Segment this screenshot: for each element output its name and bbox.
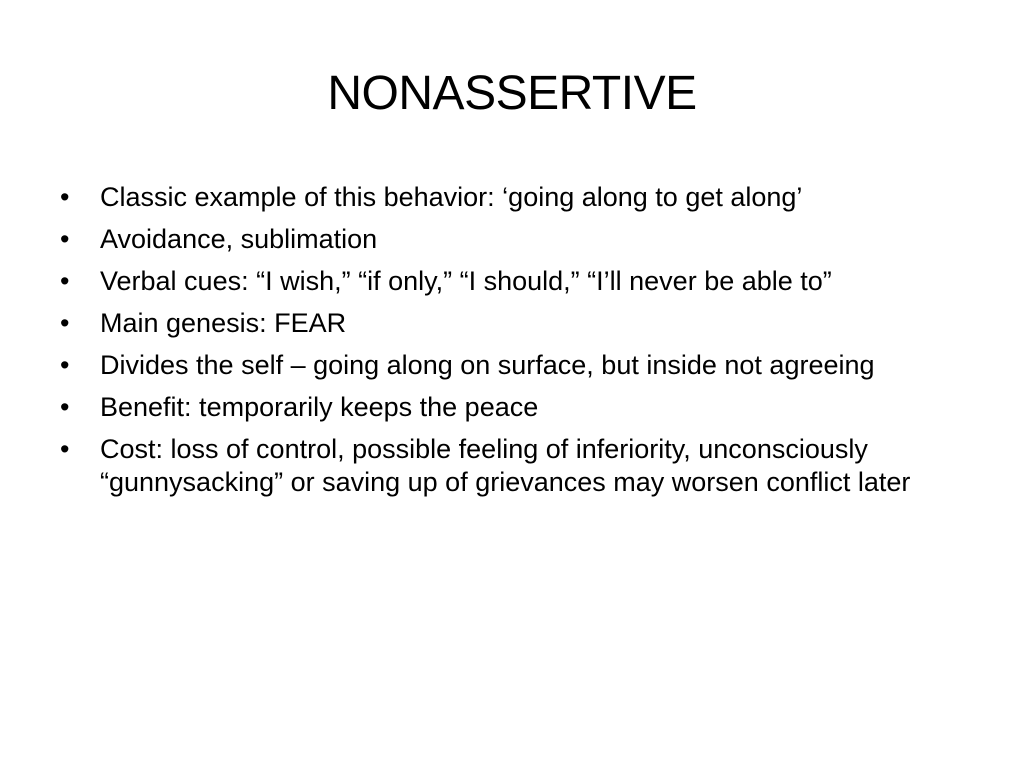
bullet-dot-icon: • — [60, 266, 70, 296]
bullet-item-behavior — [52, 181, 982, 214]
bullet-list — [52, 181, 982, 508]
bullet-item-benefit — [52, 391, 982, 424]
bullet-dot-icon: • — [60, 434, 70, 464]
bullet-dot-icon: • — [60, 224, 70, 254]
slide-title: NONASSERTIVE — [327, 67, 697, 120]
bullet-item-divides-self — [52, 349, 982, 382]
bullet-dot-icon: • — [60, 392, 70, 422]
bullet-text: Verbal cues: “I wish,” “if only,” “I should,” “I’ll never be able to” — [100, 266, 832, 296]
bullet-text: Main genesis: FEAR — [100, 308, 347, 338]
bullet-text: Benefit: temporarily keeps the peace — [100, 392, 539, 422]
bullet-text: Avoidance, sublimation — [100, 224, 378, 254]
bullet-dot-icon: • — [60, 308, 70, 338]
bullet-dot-icon: • — [60, 350, 70, 380]
bullet-item-genesis — [52, 307, 982, 340]
bullet-text: Divides the self – going along on surface, but inside not agreeing — [100, 350, 875, 380]
bullet-item-cost — [52, 433, 982, 499]
bullet-item-avoidance — [52, 223, 982, 256]
bullet-text: Classic example of this behavior: ‘going along to get along’ — [100, 182, 803, 212]
bullet-dot-icon: • — [60, 182, 70, 212]
bullet-text: Cost: loss of control, possible feeling of inferiority, unconsciously “gunnysacking” or saving up of grievances may worsen conflict later — [100, 434, 911, 497]
bullet-item-verbal-cues — [52, 265, 982, 298]
